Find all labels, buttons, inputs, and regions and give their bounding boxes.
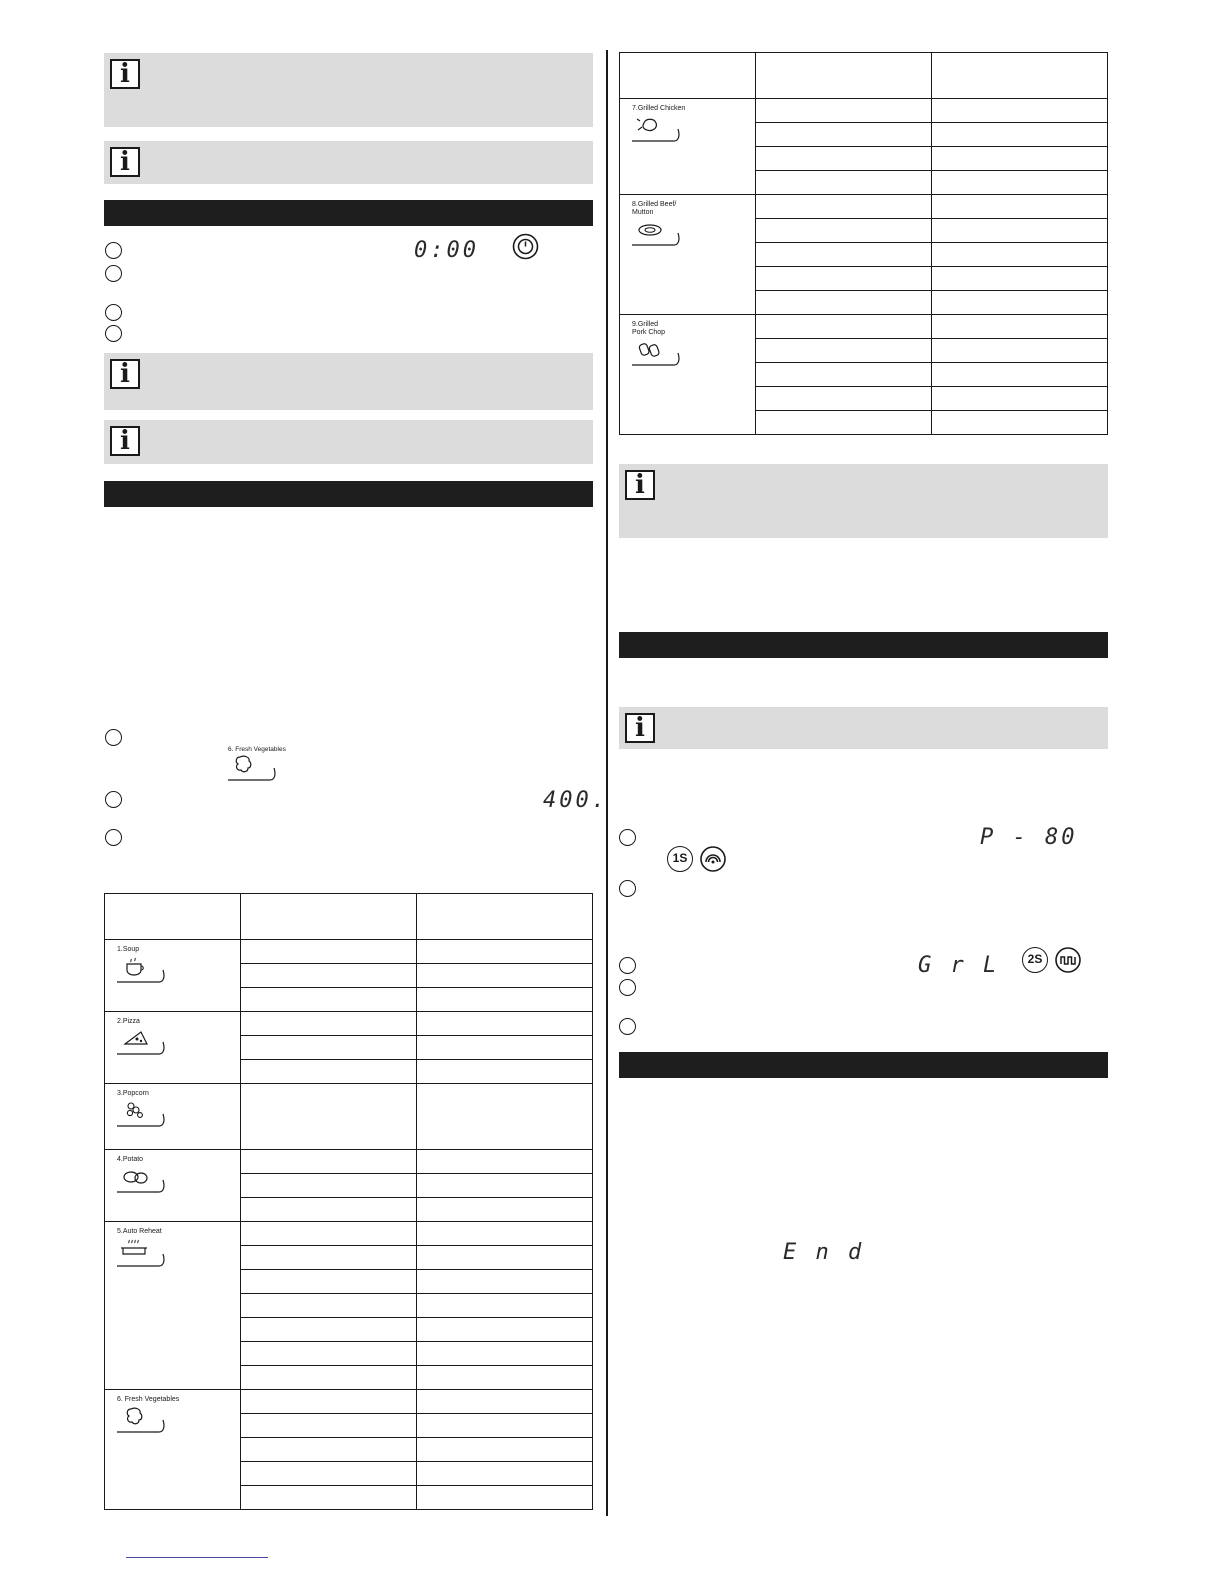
info-note-3	[104, 353, 593, 410]
2s-button-icon: 2S	[1022, 947, 1048, 973]
auto-menu-table-left	[104, 893, 593, 1510]
food-cell-popcorn: 3.Popcorn	[105, 1084, 241, 1150]
footer-link-underline	[126, 1557, 268, 1558]
table-header-cell	[105, 894, 241, 940]
info-icon: i	[110, 426, 140, 456]
grill-icon	[1055, 947, 1081, 978]
power-display: P - 80	[980, 825, 1078, 850]
info-note-4	[104, 420, 593, 464]
info-icon: i	[110, 59, 140, 89]
table-row	[620, 99, 1108, 123]
clock-display: 0:00	[414, 238, 479, 263]
table-header-cell	[755, 53, 931, 99]
food-cell-potato: 4.Potato	[105, 1150, 241, 1222]
step-circle-3	[105, 304, 122, 321]
table-row	[105, 1390, 593, 1414]
end-display: E n d	[783, 1240, 865, 1265]
table-header-row	[105, 894, 593, 940]
section-header-bar	[619, 632, 1108, 658]
pizza-icon	[115, 1028, 170, 1056]
food-cell-pizza: 2.Pizza	[105, 1012, 241, 1084]
table-row	[105, 940, 593, 964]
microwave-power-icon	[700, 846, 726, 877]
table-row	[105, 1150, 593, 1174]
table-row	[105, 1012, 593, 1036]
column-divider	[606, 50, 608, 1516]
table-header-cell	[931, 53, 1107, 99]
step-circle-4	[619, 979, 636, 996]
table-row	[105, 1084, 593, 1150]
fresh-vegetables-icon: 6. Fresh Vegetables	[228, 746, 286, 788]
table-row	[620, 195, 1108, 219]
step-circle-1	[105, 729, 122, 746]
info-note-5	[619, 464, 1108, 538]
step-circle-2	[105, 265, 122, 282]
table-header-cell	[240, 894, 416, 940]
step-circle-4	[105, 325, 122, 342]
food-cell-grilled-pork-chop: 9.Grilled Pork Chop	[620, 315, 756, 435]
step-circle-1	[619, 829, 636, 846]
table-row	[620, 315, 1108, 339]
step-circle-2	[105, 791, 122, 808]
auto-reheat-icon	[115, 1238, 170, 1268]
1s-button-icon: 1S	[667, 846, 693, 872]
weight-display: 400.	[543, 788, 608, 813]
info-note-1	[104, 53, 593, 127]
info-note-2	[104, 141, 593, 184]
clock-icon	[512, 233, 539, 265]
section-header-bar	[619, 1052, 1108, 1078]
info-note-6	[619, 707, 1108, 749]
auto-menu-table-right	[619, 52, 1108, 435]
step-circle-1	[105, 242, 122, 259]
grilled-pork-chop-icon	[630, 339, 685, 367]
step-circle-3	[619, 957, 636, 974]
step-circle-5	[619, 1018, 636, 1035]
section-header-bar	[104, 200, 593, 226]
food-cell-grilled-beef: 8.Grilled Beef/ Mutton	[620, 195, 756, 315]
table-header-cell	[416, 894, 592, 940]
table-header-cell	[620, 53, 756, 99]
food-cell-auto-reheat: 5.Auto Reheat	[105, 1222, 241, 1390]
info-icon: i	[110, 359, 140, 389]
info-icon: i	[110, 147, 140, 177]
info-icon: i	[625, 470, 655, 500]
step-circle-2	[619, 880, 636, 897]
step-circle-3	[105, 829, 122, 846]
table-row	[105, 1222, 593, 1246]
info-icon: i	[625, 713, 655, 743]
grilled-chicken-icon	[630, 115, 685, 143]
popcorn-icon	[115, 1100, 170, 1128]
food-cell-grilled-chicken: 7.Grilled Chicken	[620, 99, 756, 195]
food-cell-soup: 1.Soup	[105, 940, 241, 1012]
section-header-bar	[104, 481, 593, 507]
grilled-beef-icon	[630, 219, 685, 247]
potato-icon	[115, 1166, 170, 1194]
table-header-row	[620, 53, 1108, 99]
grill-display: G r L	[918, 953, 1000, 978]
fresh-vegetables-icon	[115, 1406, 170, 1434]
food-cell-fresh-vegetables: 6. Fresh Vegetables	[105, 1390, 241, 1510]
soup-icon	[115, 956, 170, 984]
